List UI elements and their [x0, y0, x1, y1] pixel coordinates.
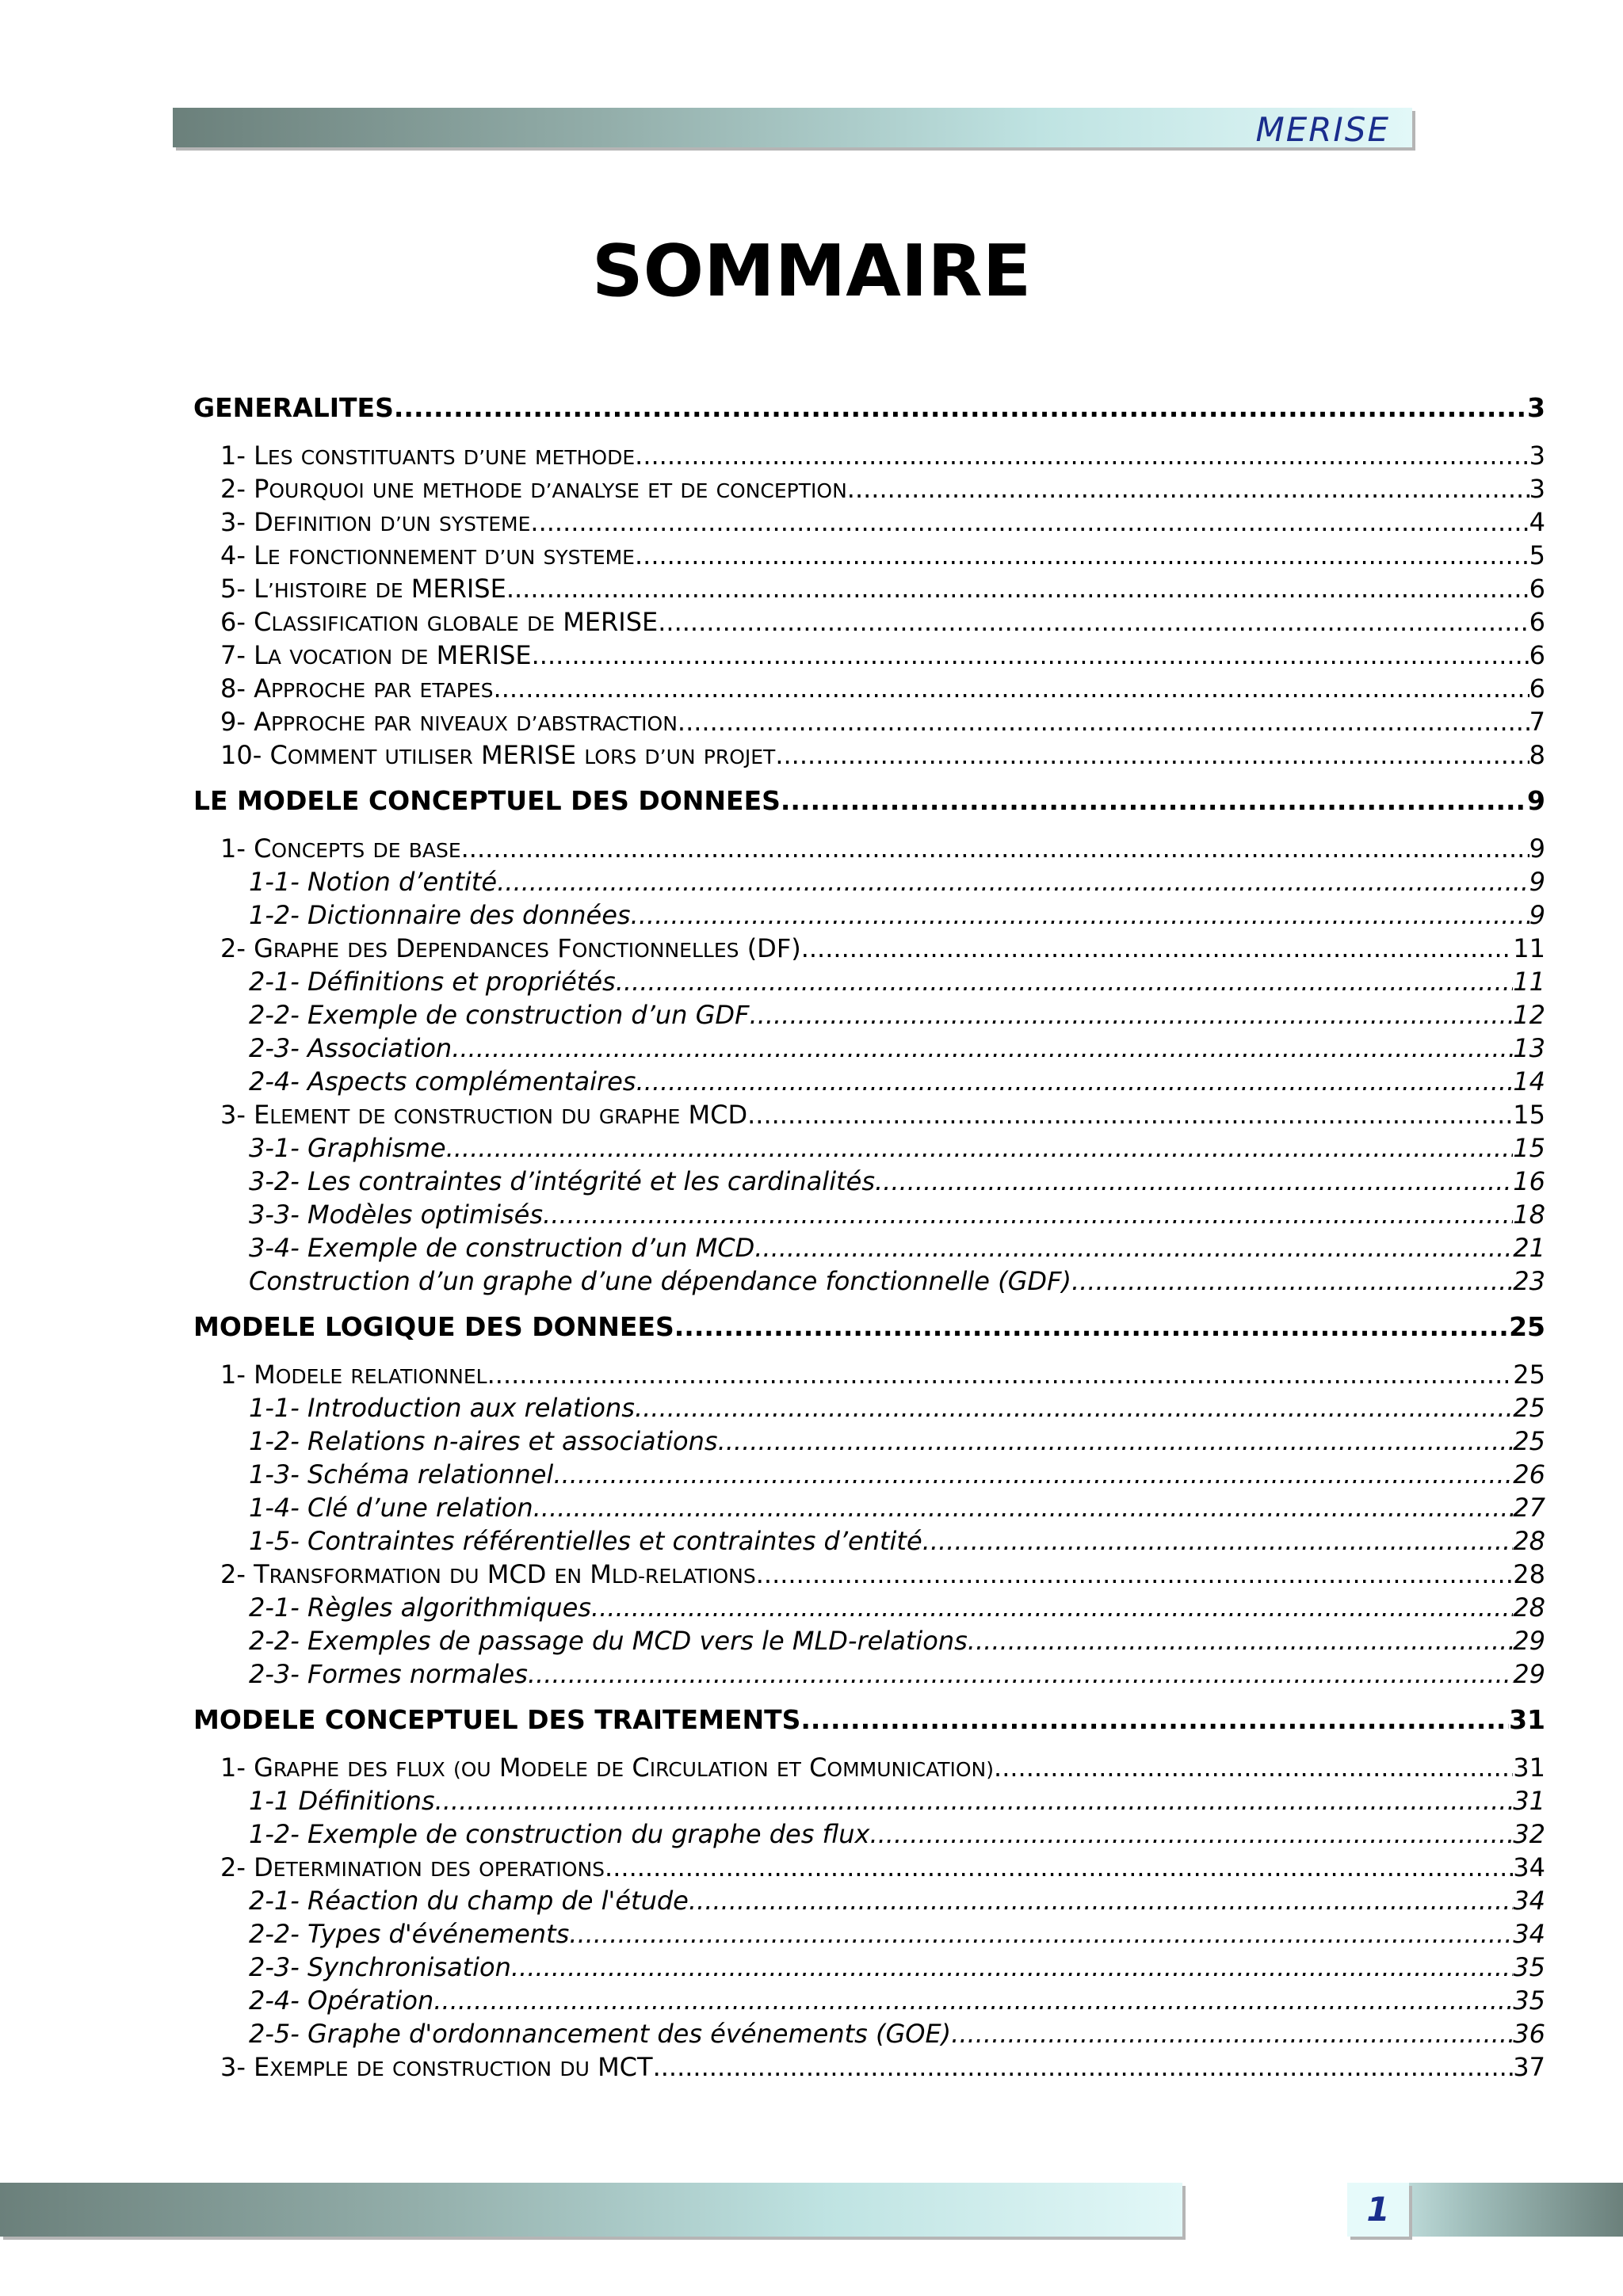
toc-entry-label: MODELE CONCEPTUEL DES TRAITEMENTS [193, 1704, 801, 1735]
toc-entry[interactable] [193, 2017, 1545, 2050]
toc-entry-label: 1-2- Exemple de construction du graphe des flux [249, 1819, 870, 1849]
toc-entry[interactable] [193, 1198, 1545, 1231]
toc-entry-label: 6- CLASSIFICATION GLOBALE DE MERISE [220, 607, 659, 637]
toc-leader-dots [543, 1198, 1513, 1231]
page-title: SOMMAIRE [591, 230, 1032, 313]
toc-leader-dots [968, 1624, 1513, 1657]
toc-entry-label: 1-5- Contraintes référentielles et contraintes d’entité [249, 1526, 922, 1556]
toc-leader-dots [533, 1491, 1514, 1524]
toc-leader-dots [869, 1817, 1513, 1851]
toc-entry[interactable] [193, 1458, 1545, 1491]
toc-entry[interactable] [193, 1391, 1545, 1425]
toc-page-number: 29 [1513, 1626, 1545, 1656]
toc-page-number: 9 [1529, 867, 1545, 897]
toc-page-number: 9 [1527, 785, 1545, 816]
toc-entry-label: 3-2- Les contraintes d’intégrité et les cardinalités [249, 1166, 875, 1196]
toc-leader-dots [635, 539, 1529, 572]
toc-page-number: 9 [1529, 900, 1545, 930]
toc-leader-dots [1071, 1264, 1513, 1298]
footer-bar [0, 2183, 1182, 2237]
page-number: 1 [1347, 2183, 1409, 2237]
toc-leader-dots [511, 1951, 1513, 1984]
toc-leader-dots [494, 672, 1529, 705]
toc-entry[interactable] [193, 1425, 1545, 1458]
toc-entry-label: 2-2- Exemples de passage du MCD vers le MLD-relations [249, 1626, 968, 1656]
toc-leader-dots [635, 439, 1529, 472]
toc-entry-label: 1-2- Dictionnaire des données [249, 900, 631, 930]
toc-entry-label: 2-4- Aspects complémentaires [249, 1066, 636, 1097]
toc-page-number: 27 [1513, 1493, 1545, 1523]
toc-entry-label: LE MODELE CONCEPTUEL DES DONNEES [193, 785, 781, 816]
toc-page-number: 6 [1529, 607, 1545, 637]
toc-entry[interactable] [193, 784, 1545, 818]
toc-entry[interactable] [193, 605, 1545, 639]
toc-entry[interactable] [193, 1165, 1545, 1198]
toc-page-number: 12 [1513, 1000, 1545, 1030]
toc-leader-dots [530, 505, 1529, 539]
toc-page-number: 34 [1513, 1852, 1545, 1882]
toc-entry-label: 2- TRANSFORMATION DU MCD EN MLD-RELATIONS [220, 1559, 756, 1589]
toc-page-number: 34 [1513, 1886, 1545, 1916]
toc-entry-label: 9- APPROCHE PAR NIVEAUX D’ABSTRACTION [220, 707, 678, 737]
toc-entry-label: 2- DETERMINATION DES OPERATIONS [220, 1852, 605, 1882]
toc-leader-dots [756, 1558, 1514, 1591]
toc-leader-dots [754, 1231, 1513, 1264]
toc-entry-label: 7- LA VOCATION DE MERISE [220, 640, 532, 670]
toc-page-number: 3 [1529, 474, 1545, 504]
toc-entry-label: 1- MODELE RELATIONNEL [220, 1360, 487, 1390]
toc-leader-dots [636, 1065, 1513, 1098]
toc-leader-dots [435, 1784, 1514, 1817]
toc-entry[interactable] [193, 572, 1545, 605]
toc-entry-label: 1- CONCEPTS DE BASE [220, 833, 461, 864]
toc-entry[interactable] [193, 472, 1545, 505]
toc-entry[interactable] [193, 672, 1545, 705]
toc-leader-dots [951, 2017, 1513, 2050]
toc-entry-label: 1- GRAPHE DES FLUX (OU MODELE DE CIRCULATION ET COMMUNICATION) [220, 1753, 995, 1783]
toc-leader-dots [749, 998, 1513, 1032]
toc-entry-label: 2- POURQUOI UNE METHODE D’ANALYSE ET DE CONCEPTION [220, 474, 847, 504]
toc-page-number: 9 [1529, 833, 1545, 864]
toc-entry[interactable] [193, 965, 1545, 998]
toc-leader-dots [653, 2050, 1514, 2084]
toc-entry[interactable] [193, 1624, 1545, 1657]
toc-entry-label: 2-3- Association [249, 1033, 453, 1063]
toc-page-number: 6 [1529, 574, 1545, 604]
toc-entry[interactable] [193, 1310, 1545, 1344]
toc-entry-label: 1-2- Relations n-aires et associations [249, 1426, 718, 1456]
toc-page-number: 23 [1513, 1266, 1545, 1296]
toc-leader-dots [994, 1751, 1513, 1784]
toc-entry[interactable] [193, 539, 1545, 572]
toc-entry[interactable] [193, 1784, 1545, 1817]
toc-page-number: 25 [1513, 1393, 1545, 1423]
toc-page-number: 13 [1513, 1033, 1545, 1063]
toc-leader-dots [528, 1657, 1513, 1691]
toc-leader-dots [631, 898, 1529, 932]
toc-leader-dots [553, 1458, 1513, 1491]
toc-page-number: 25 [1509, 1311, 1545, 1342]
toc-entry[interactable] [193, 1984, 1545, 2017]
toc-entry[interactable] [193, 998, 1545, 1032]
toc-page-number: 3 [1527, 392, 1545, 423]
toc-entry-label: 1- LES CONSTITUANTS D’UNE METHODE [220, 441, 636, 471]
toc-leader-dots [801, 932, 1514, 965]
toc-entry[interactable] [193, 1917, 1545, 1951]
toc-page-number: 4 [1529, 507, 1545, 537]
toc-page-number: 32 [1513, 1819, 1545, 1849]
toc-page-number: 11 [1513, 967, 1545, 997]
toc-entry-label: Construction d’un graphe d’une dépendance fonctionnelle (GDF) [249, 1266, 1071, 1296]
toc-page-number: 18 [1513, 1199, 1545, 1230]
toc-entry-label: 2-3- Synchronisation [249, 1952, 511, 1982]
toc-leader-dots [747, 1098, 1513, 1131]
toc-entry-label: 1-4- Clé d’une relation [249, 1493, 533, 1523]
toc-entry-label: 2-1- Réaction du champ de l'étude [249, 1886, 689, 1916]
toc-entry[interactable] [193, 898, 1545, 932]
toc-entry[interactable] [193, 932, 1545, 965]
toc-leader-dots [487, 1358, 1514, 1391]
toc-entry-label: 2-2- Types d'événements [249, 1919, 570, 1949]
toc-entry-label: 10- COMMENT UTILISER MERISE LORS D’UN PROJET [220, 740, 776, 770]
toc-leader-dots [635, 1391, 1513, 1425]
toc-leader-dots [394, 391, 1527, 425]
toc-entry[interactable] [193, 705, 1545, 738]
toc-page-number: 25 [1513, 1426, 1545, 1456]
toc-leader-dots [616, 965, 1514, 998]
toc-entry[interactable] [193, 1851, 1545, 1884]
toc-leader-dots [847, 472, 1529, 505]
toc-leader-dots [497, 865, 1529, 898]
toc-page-number: 21 [1513, 1233, 1545, 1263]
toc-entry[interactable] [193, 1703, 1545, 1737]
toc-page-number: 35 [1513, 1952, 1545, 1982]
toc-entry-label: 3- ELEMENT DE CONSTRUCTION DU GRAPHE MCD [220, 1100, 748, 1130]
toc-leader-dots [591, 1591, 1513, 1624]
toc-entry-label: 1-1- Notion d’entité [249, 867, 498, 897]
toc-page-number: 3 [1529, 441, 1545, 471]
toc-entry[interactable] [193, 1524, 1545, 1558]
toc-leader-dots [718, 1425, 1514, 1458]
toc-entry[interactable] [193, 738, 1545, 772]
toc-entry[interactable] [193, 1558, 1545, 1591]
toc-leader-dots [689, 1884, 1513, 1917]
toc-entry[interactable] [193, 1951, 1545, 1984]
toc-leader-dots [461, 832, 1529, 865]
toc-page-number: 8 [1529, 740, 1545, 770]
toc-entry[interactable] [193, 1032, 1545, 1065]
toc-entry[interactable] [193, 1131, 1545, 1165]
toc-leader-dots [658, 605, 1529, 639]
toc-page-number: 15 [1513, 1133, 1545, 1163]
toc-page-number: 14 [1513, 1066, 1545, 1097]
toc-entry-label: 2-5- Graphe d'ordonnancement des événements (GOE) [249, 2019, 952, 2049]
toc-page-number: 15 [1513, 1100, 1545, 1130]
toc-leader-dots [452, 1032, 1513, 1065]
toc-page-number: 28 [1513, 1526, 1545, 1556]
toc-leader-dots [775, 738, 1529, 772]
toc-page-number: 28 [1513, 1592, 1545, 1623]
toc-leader-dots [532, 639, 1529, 672]
toc-leader-dots [875, 1165, 1513, 1198]
toc-leader-dots [506, 572, 1529, 605]
toc-page-number: 16 [1513, 1166, 1545, 1196]
toc-entry[interactable] [193, 1751, 1545, 1784]
toc-entry-label: 2-2- Exemple de construction d’un GDF [249, 1000, 750, 1030]
toc-leader-dots [433, 1984, 1513, 2017]
toc-entry-label: 3- DEFINITION D’UN SYSTEME [220, 507, 531, 537]
toc-entry-label: 8- APPROCHE PAR ETAPES [220, 673, 494, 704]
toc-page-number: 6 [1529, 640, 1545, 670]
toc-entry[interactable] [193, 639, 1545, 672]
toc-entry-label: 3-4- Exemple de construction d’un MCD [249, 1233, 755, 1263]
toc-entry[interactable] [193, 832, 1545, 865]
toc-leader-dots [800, 1703, 1509, 1737]
toc-page-number: 31 [1509, 1704, 1545, 1735]
toc-entry[interactable] [193, 505, 1545, 539]
toc-entry-label: 2-1- Définitions et propriétés [249, 967, 616, 997]
toc-entry[interactable] [193, 1231, 1545, 1264]
toc-page-number: 36 [1513, 2019, 1545, 2049]
toc-entry[interactable] [193, 1817, 1545, 1851]
toc-entry[interactable] [193, 1098, 1545, 1131]
toc-leader-dots [674, 1310, 1509, 1344]
toc-page-number: 31 [1513, 1753, 1545, 1783]
toc-leader-dots [605, 1851, 1513, 1884]
toc-entry[interactable] [193, 1657, 1545, 1691]
toc-page-number: 25 [1513, 1360, 1545, 1390]
toc-entry[interactable] [193, 1884, 1545, 1917]
toc-leader-dots [678, 705, 1529, 738]
toc-entry-label: 2-1- Règles algorithmiques [249, 1592, 591, 1623]
toc-entry-label: 1-1 Définitions [249, 1786, 435, 1816]
toc-entry-label: 2- GRAPHE DES DEPENDANCES FONCTIONNELLES (DF) [220, 933, 801, 963]
toc-page-number: 7 [1529, 707, 1545, 737]
toc-entry-label: GENERALITES [193, 392, 394, 423]
toc-entry[interactable] [193, 1591, 1545, 1624]
toc-entry[interactable] [193, 391, 1545, 425]
toc-entry[interactable] [193, 1358, 1545, 1391]
toc-page-number: 34 [1513, 1919, 1545, 1949]
toc-page-number: 6 [1529, 673, 1545, 704]
toc-page-number: 29 [1513, 1659, 1545, 1689]
toc-page-number: 26 [1513, 1459, 1545, 1489]
toc-leader-dots [569, 1917, 1513, 1951]
toc-page-number: 35 [1513, 1985, 1545, 2016]
toc-page-number: 28 [1513, 1559, 1545, 1589]
toc-page-number: 37 [1513, 2052, 1545, 2082]
toc-entry[interactable] [193, 1065, 1545, 1098]
toc-entry-label: 2-4- Opération [249, 1985, 434, 2016]
header-title: MERISE [1255, 110, 1390, 149]
toc-leader-dots [922, 1524, 1514, 1558]
toc-entry-label: 2-3- Formes normales [249, 1659, 528, 1689]
toc-page-number: 31 [1513, 1786, 1545, 1816]
toc-leader-dots [781, 784, 1527, 818]
header-bar [173, 108, 1412, 147]
toc-entry-label: 3-1- Graphisme [249, 1133, 446, 1163]
toc-entry[interactable] [193, 1264, 1545, 1298]
toc-entry-label: 3- EXEMPLE DE CONSTRUCTION DU MCT [220, 2052, 653, 2082]
table-of-contents [193, 391, 1545, 2084]
toc-page-number: 11 [1513, 933, 1545, 963]
toc-entry-label: 3-3- Modèles optimisés [249, 1199, 544, 1230]
toc-entry[interactable] [193, 439, 1545, 472]
toc-entry-label: 4- LE FONCTIONNEMENT D’UN SYSTEME [220, 540, 635, 570]
toc-page-number: 5 [1529, 540, 1545, 570]
toc-leader-dots [446, 1131, 1514, 1165]
toc-entry-label: 5- L’HISTOIRE DE MERISE [220, 574, 506, 604]
toc-entry-label: MODELE LOGIQUE DES DONNEES [193, 1311, 674, 1342]
toc-entry[interactable] [193, 1491, 1545, 1524]
toc-entry[interactable] [193, 865, 1545, 898]
toc-entry-label: 1-3- Schéma relationnel [249, 1459, 554, 1489]
toc-entry-label: 1-1- Introduction aux relations [249, 1393, 635, 1423]
toc-entry[interactable] [193, 2050, 1545, 2084]
